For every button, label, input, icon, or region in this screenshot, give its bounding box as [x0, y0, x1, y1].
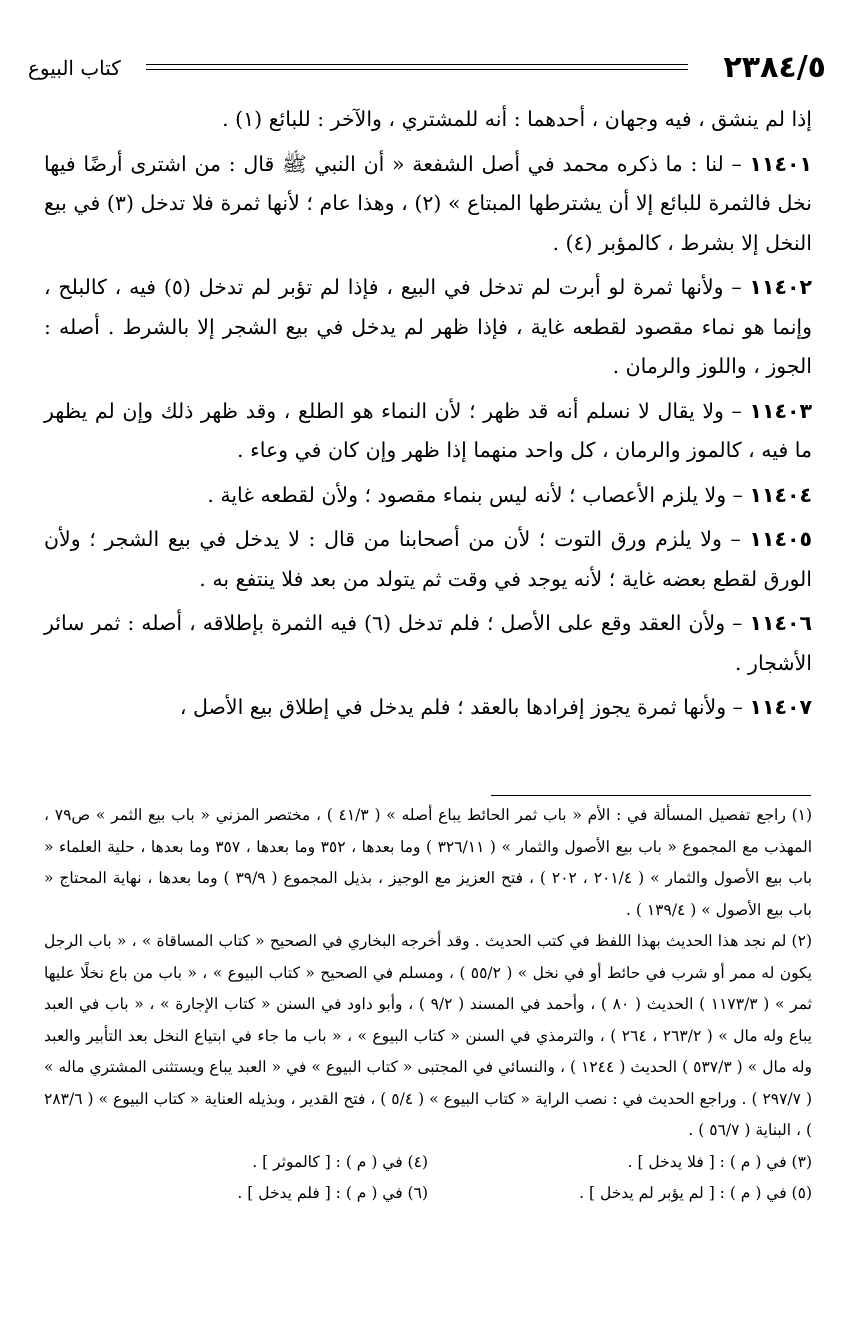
main-text — [44, 100, 812, 733]
paragraph-text: إذا لم ينشق ، فيه وجهان ، أحدهما : أنه للمشتري ، والآخر : للبائع (١) . — [222, 107, 812, 131]
footnote: (١) راجع تفصيل المسألة في : الأم « باب ثمر الحائط يباع أصله » ( ٤١/٣ ) ، مختصر المزني « باب بيع الثمر » ص٧٩ ، المهذب مع المجموع « باب بيع الأصول والثمار » ( ٣٢٦/١١ ) وما بعدها ، ٣٥٢ وما بعدها ، ٣٥٧ وما بعدها ، حلية العلماء « باب بيع الأصول والثمار » ( ٢٠١/٤ ، ٢٠٢ ) ، فتح العزيز مع الوجيز ، بذيل المجموع ( ٣٩/٩ ) وما بعدها ، نهاية المحتاج « باب بيع الأصول » ( ١٣٩/٤ ) . — [44, 806, 813, 919]
paragraph-text: – لنا : ما ذكره محمد في أصل الشفعة « أن النبي ﷺ قال : من اشترى أرضًا فيها نخل فالثمرة للبائع إلا أن يشترطها المبتاع » (٢) ، وهذا عام ؛ لأنها ثمرة فلا تدخل (٣) في بيع النخل إلا بشرط ، كالمؤبر (٤) . — [44, 151, 812, 255]
footnotes — [44, 800, 812, 1210]
footnote: (٦) في ( م ) : [ فلم يدخل ] . — [237, 1184, 428, 1202]
paragraph — [44, 100, 812, 140]
paragraph-text: – ولا يلزم ورق التوت ؛ لأن من أصحابنا من قال : لا يدخل في بيع الشجر ؛ ولأن الورق لقطع بعضه غاية ؛ لأنه يوجد في وقت ثم يتولد من بعد فلا ينتفع به . — [44, 527, 812, 591]
paragraph-number: ١١٤٠٧ — [749, 695, 812, 719]
header-rule — [146, 64, 688, 70]
paragraph — [44, 268, 812, 387]
paragraph — [44, 604, 812, 683]
paragraph — [44, 145, 812, 264]
footnote: (٤) في ( م ) : [ كالموثر ] . — [252, 1152, 428, 1171]
page-number: ٢٣٨٤/٥ — [723, 50, 826, 85]
paragraph-number: ١١٤٠٢ — [749, 275, 812, 299]
paragraph-number: ١١٤٠٦ — [749, 611, 812, 635]
paragraph-text: – ولا يلزم الأعصاب ؛ لأنه ليس بنماء مقصود ؛ ولأن لقطعه غاية . — [207, 482, 743, 507]
page-header — [28, 44, 826, 92]
paragraph-number: ١١٤٠٥ — [749, 527, 812, 551]
footnote: (٣) في ( م ) : [ فلا يدخل ] . — [627, 1152, 812, 1171]
footnote: (٥) في ( م ) : [ لم يؤبر لم يدخل ] . — [579, 1184, 812, 1202]
paragraph — [44, 688, 812, 728]
paragraph — [44, 392, 812, 471]
footnote-row — [44, 1147, 812, 1179]
paragraph — [44, 520, 812, 599]
footnote-separator — [491, 795, 811, 796]
footnote-row — [44, 1178, 812, 1210]
footnote: (٢) لم نجد هذا الحديث بهذا اللفظ في كتب الحديث . وقد أخرجه البخاري في الصحيح « كتاب المساقاة » ، « باب الرجل يكون له ممر أو شرب في حائط أو في نخل » ( ٥٥/٢ ) ، ومسلم في الصحيح « كتاب البيوع » ، « باب من باع نخلًا عليها ثمر » ( ١١٧٣/٣ ) الحديث ( ٨٠ ) ، وأحمد في المسند ( ٩/٢ ) ، وأبو داود في السنن « كتاب الإجارة » ، « باب في العبد يباع وله مال » ( ٢٦٣/٢ ، ٢٦٤ ) ، والترمذي في السنن « كتاب البيوع » ، « باب ما جاء في ابتياع النخل بعد التأبير والعبد وله مال » ( ٥٣٧/٣ ) الحديث ( ١٢٤٤ ) ، والنسائي في المجتبى « كتاب البيوع » في « العبد يباع ويستثنى المشتري ماله » ( ٢٩٧/٧ ) . وراجع الحديث في : نصب الراية « كتاب البيوع » ( ٥/٤ ) ، فتح القدير ، وبذيله العناية « كتاب البيوع » ( ٢٨٣/٦ ) ، البناية ( ٥٦/٧ ) . — [44, 932, 813, 1139]
paragraph-text: – ولأن العقد وقع على الأصل ؛ فلم تدخل (٦) فيه الثمرة بإطلاقه ، أصله : ثمر سائر الأشجار . — [44, 611, 812, 675]
paragraph — [44, 476, 812, 516]
paragraph-number: ١١٤٠١ — [749, 151, 812, 176]
paragraph-text: – ولأنها ثمرة لو أبرت لم تدخل في البيع ، فإذا لم تؤبر لم تدخل (٥) فيه ، كالبلح ، وإنما هو نماء مقصود لقطعه غاية ، فإذا ظهر لم يدخل في بيع الشجر إلا بالشرط . أصله : الجوز ، واللوز والرمان . — [44, 275, 812, 378]
book-title: كتاب البيوع — [28, 56, 121, 80]
paragraph-text: – ولا يقال لا نسلم أنه قد ظهر ؛ لأن النماء هو الطلع ، وقد ظهر ذلك وإن لم يظهر ما فيه ، كالموز والرمان ، كل واحد منهما إذا ظهر وإن كان في وعاء . — [44, 398, 812, 462]
paragraph-text: – ولأنها ثمرة يجوز إفرادها بالعقد ؛ فلم يدخل في إطلاق بيع الأصل ، — [179, 695, 743, 719]
paragraph-number: ١١٤٠٣ — [749, 398, 812, 423]
paragraph-number: ١١٤٠٤ — [749, 482, 812, 507]
